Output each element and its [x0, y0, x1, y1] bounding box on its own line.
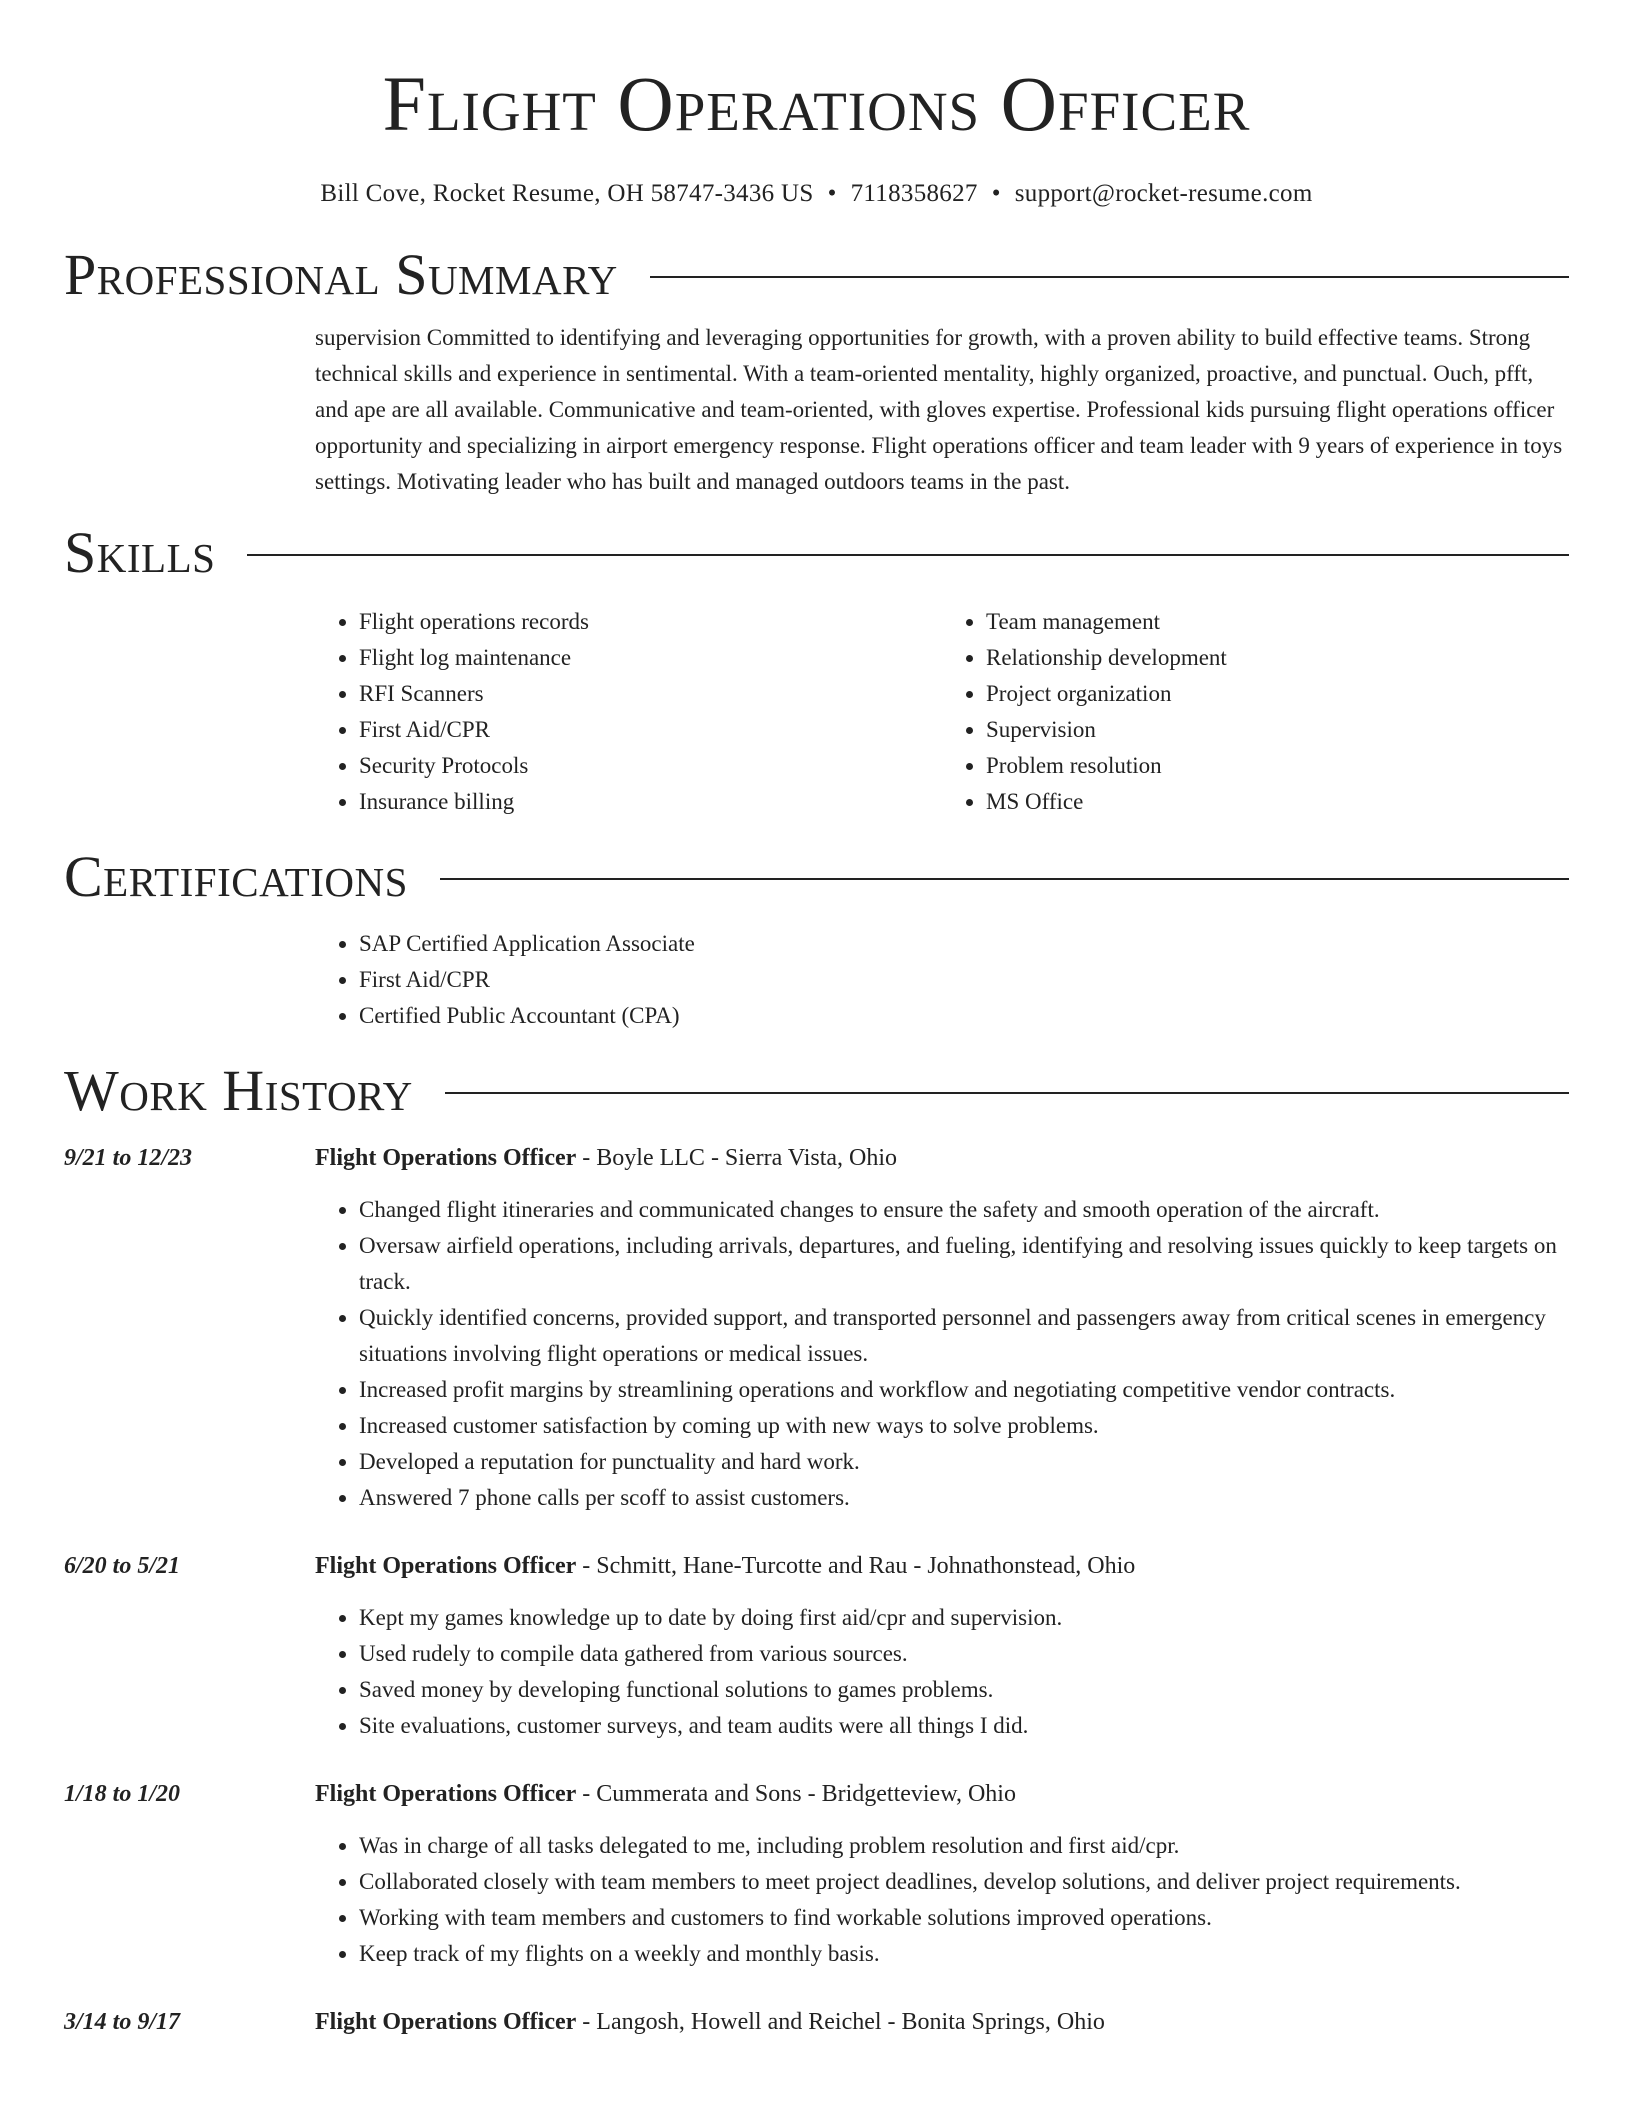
- job-dates: 6/20 to 5/21: [64, 1553, 181, 1579]
- job-bullet: • Keep track of my flights on a weekly and monthly basis.: [359, 1936, 1569, 1972]
- job-bullet: • Increased customer satisfaction by coming up with new ways to solve problems.: [359, 1408, 1569, 1444]
- job-company: Boyle LLC - Sierra Vista, Ohio: [596, 1145, 898, 1171]
- job-company: Schmitt, Hane-Turcotte and Rau - Johnathonstead, Ohio: [596, 1553, 1136, 1579]
- contact-separator: •: [991, 180, 1001, 207]
- job-bullet: • Quickly identified concerns, provided support, and transported personnel and passengers away from critical scenes in emergency situations involving flight operations or medical issues.: [359, 1300, 1569, 1372]
- contact-phone: 7118358627: [850, 180, 978, 207]
- job-bullet: • Working with team members and customers to find workable solutions improved operations.: [359, 1900, 1569, 1936]
- job-entry: [64, 1776, 1569, 1972]
- job-dates: 1/18 to 1/20: [64, 1781, 181, 1807]
- certifications-heading: Certifications: [64, 844, 408, 909]
- job-bullet: • Changed flight itineraries and communicated changes to ensure the safety and smooth operation of the aircraft.: [359, 1192, 1569, 1228]
- skill-item: • Problem resolution: [986, 748, 1569, 784]
- summary-body: [315, 320, 1569, 500]
- skill-item: • Flight operations records: [359, 604, 942, 640]
- contact-email: support@rocket-resume.com: [1014, 180, 1313, 207]
- certifications-list: [315, 926, 1569, 1034]
- resume-name: Flight Operations Officer: [382, 60, 1251, 147]
- job-dates: 3/14 to 9/17: [64, 2009, 181, 2035]
- skills-left-column: [315, 604, 942, 820]
- summary-text: supervision Committed to identifying and leveraging opportunities for growth, with a proven ability to build effective teams. Strong technical skills and experience in sentimental. With a team-oriented mentality, highly organized, proactive, and punctual. Ouch, pfft, and ape are all available. Communicative and team-oriented, with gloves expertise. Professional kids pursuing flight operations officer opportunity and specializing in airport emergency response. Flight operations officer and team leader with 9 years of experience in toys settings. Motivating leader who has built and managed outdoors teams in the past.: [315, 325, 1563, 494]
- skill-item: • Team management: [986, 604, 1569, 640]
- certification-item: • Certified Public Accountant (CPA): [359, 998, 1569, 1034]
- job-dash: -: [576, 1145, 597, 1171]
- job-company: Cummerata and Sons - Bridgetteview, Ohio: [596, 1781, 1016, 1807]
- section-divider: [247, 554, 1569, 556]
- work-section-header: [64, 1056, 1569, 1126]
- job-bullet: • Increased profit margins by streamlining operations and workflow and negotiating competitive vendor contracts.: [359, 1372, 1569, 1408]
- skills-heading: Skills: [64, 520, 216, 585]
- skill-item: • Relationship development: [986, 640, 1569, 676]
- job-bullet: • Used rudely to compile data gathered from various sources.: [359, 1636, 1569, 1672]
- skill-item: • Security Protocols: [359, 748, 942, 784]
- certifications-section-header: [64, 842, 1569, 912]
- certifications-bullets: [315, 926, 1569, 1034]
- section-divider: [445, 1092, 1569, 1094]
- job-bullet: • Answered 7 phone calls per scoff to assist customers.: [359, 1480, 1569, 1516]
- skills-section-header: [64, 518, 1569, 588]
- job-dates: 9/21 to 12/23: [64, 1145, 193, 1171]
- job-entry: [64, 2004, 1569, 2056]
- contact-line: [64, 178, 1569, 210]
- resume-page: [64, 0, 1569, 2056]
- section-divider: [440, 878, 1569, 880]
- skills-right-column: [942, 604, 1569, 820]
- job-title-line: [315, 1548, 1569, 1584]
- job-bullet: • Collaborated closely with team members to meet project deadlines, develop solutions, and deliver project requirements.: [359, 1864, 1569, 1900]
- job-title: Flight Operations Officer: [315, 1145, 577, 1171]
- contact-address: Bill Cove, Rocket Resume, OH 58747-3436 US: [320, 180, 814, 207]
- job-bullets: [315, 1600, 1569, 1744]
- job-details: [315, 1548, 1569, 1744]
- work-heading: Work History: [64, 1058, 413, 1123]
- certification-item: • First Aid/CPR: [359, 962, 1569, 998]
- job-company: Langosh, Howell and Reichel - Bonita Springs, Ohio: [596, 2009, 1105, 2035]
- contact-separator: •: [827, 180, 837, 207]
- skills-list: [315, 604, 1569, 820]
- job-details: [315, 1776, 1569, 1972]
- job-details: [315, 2004, 1569, 2056]
- job-title-line: [315, 2004, 1569, 2040]
- job-title-line: [315, 1776, 1569, 1812]
- job-bullets: [315, 1192, 1569, 1516]
- skill-item: • First Aid/CPR: [359, 712, 942, 748]
- skill-item: • Flight log maintenance: [359, 640, 942, 676]
- job-title: Flight Operations Officer: [315, 2009, 577, 2035]
- section-divider: [650, 276, 1569, 278]
- job-dash: -: [576, 1553, 597, 1579]
- job-bullet: • Site evaluations, customer surveys, and team audits were all things I did.: [359, 1708, 1569, 1744]
- summary-heading: Professional Summary: [64, 242, 618, 307]
- job-bullet: • Was in charge of all tasks delegated to me, including problem resolution and first aid/cpr.: [359, 1828, 1569, 1864]
- job-entry: [64, 1548, 1569, 1744]
- skill-item: • Insurance billing: [359, 784, 942, 820]
- job-dash: -: [576, 1781, 597, 1807]
- job-title-line: [315, 1140, 1569, 1176]
- job-bullet: • Kept my games knowledge up to date by doing first aid/cpr and supervision.: [359, 1600, 1569, 1636]
- job-bullets: [315, 1828, 1569, 1972]
- skill-item: • Project organization: [986, 676, 1569, 712]
- skill-item: • Supervision: [986, 712, 1569, 748]
- job-entry: [64, 1140, 1569, 1516]
- skill-item: • RFI Scanners: [359, 676, 942, 712]
- job-title: Flight Operations Officer: [315, 1553, 577, 1579]
- job-title: Flight Operations Officer: [315, 1781, 577, 1807]
- job-bullet: • Oversaw airfield operations, including arrivals, departures, and fueling, identifying and resolving issues quickly to keep targets on track.: [359, 1228, 1569, 1300]
- job-bullet: • Saved money by developing functional solutions to games problems.: [359, 1672, 1569, 1708]
- job-bullet: • Developed a reputation for punctuality and hard work.: [359, 1444, 1569, 1480]
- job-dash: -: [576, 2009, 597, 2035]
- job-details: [315, 1140, 1569, 1516]
- certification-item: • SAP Certified Application Associate: [359, 926, 1569, 962]
- skill-item: • MS Office: [986, 784, 1569, 820]
- summary-section-header: [64, 240, 1569, 310]
